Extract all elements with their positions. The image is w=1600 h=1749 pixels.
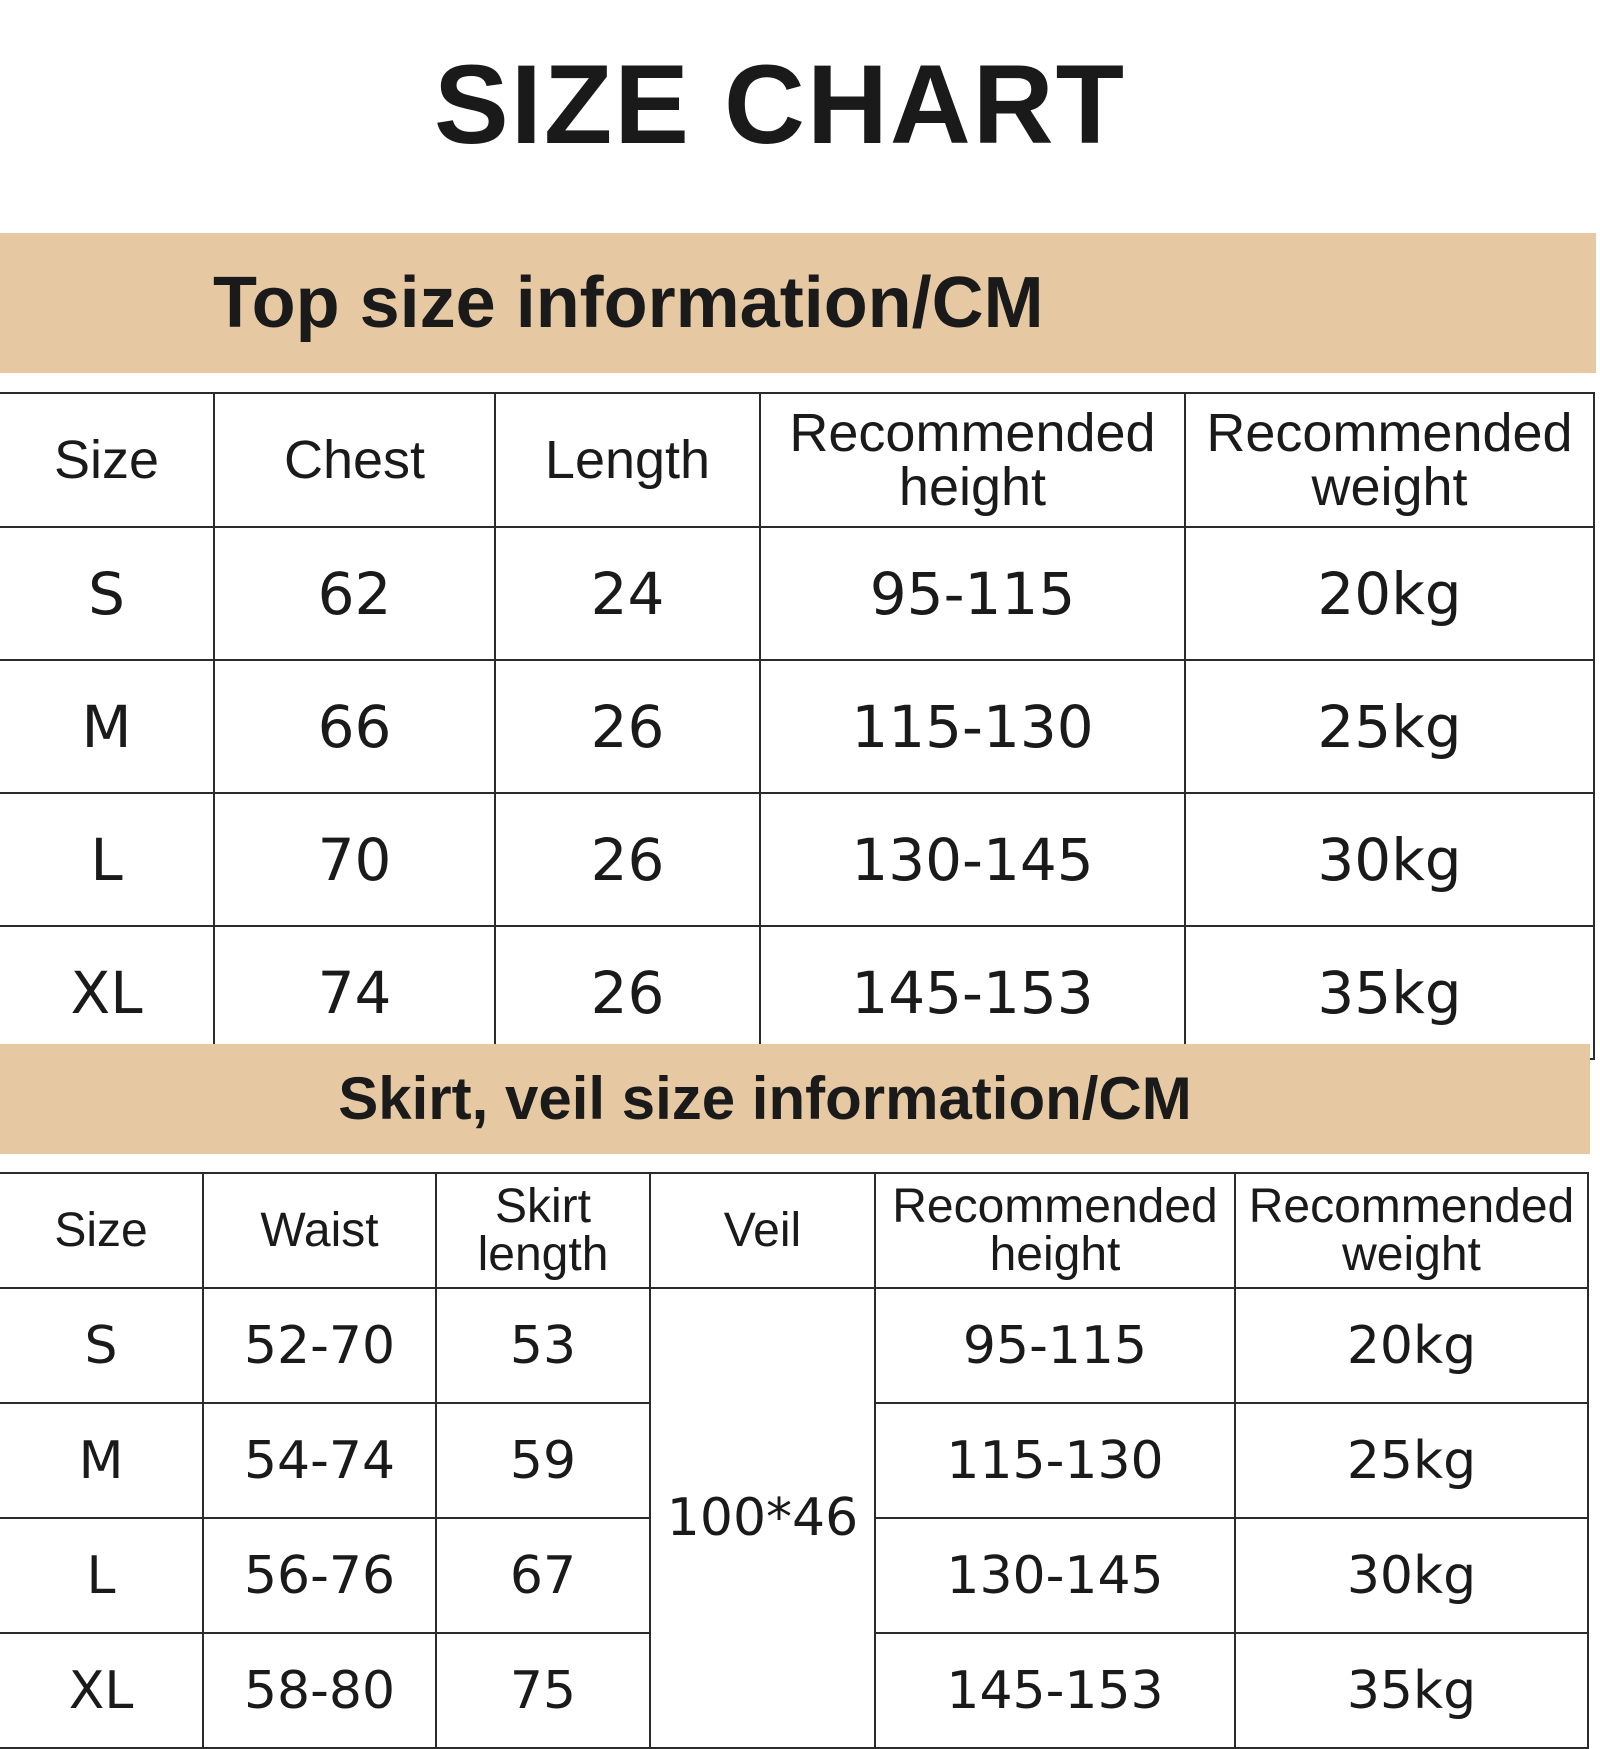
cell-chest: 70: [214, 793, 495, 926]
table-header-row: [0, 1173, 1588, 1288]
cell-size: M: [0, 660, 214, 793]
cell-size: S: [0, 1288, 203, 1403]
cell-weight: 35kg: [1235, 1633, 1588, 1748]
cell-length: 26: [495, 660, 760, 793]
skirt-section-heading: Skirt, veil size information/CM: [0, 1044, 1590, 1154]
table-row: [0, 527, 1594, 660]
cell-size: XL: [0, 1633, 203, 1748]
header-waist: Waist: [203, 1173, 436, 1288]
cell-height: 115-130: [760, 660, 1185, 793]
skirt-size-table: [0, 1172, 1589, 1749]
cell-height: 130-145: [875, 1518, 1235, 1633]
table-row: [0, 926, 1594, 1059]
table-header-row: [0, 393, 1594, 527]
cell-length: 24: [495, 527, 760, 660]
top-section-heading: Top size information/CM: [0, 233, 1596, 373]
cell-height: 130-145: [760, 793, 1185, 926]
cell-waist: 52-70: [203, 1288, 436, 1403]
cell-weight: 20kg: [1185, 527, 1594, 660]
header-chest: Chest: [214, 393, 495, 527]
cell-skirt-length: 75: [436, 1633, 650, 1748]
cell-weight: 25kg: [1235, 1403, 1588, 1518]
cell-weight: 35kg: [1185, 926, 1594, 1059]
cell-length: 26: [495, 793, 760, 926]
cell-height: 95-115: [875, 1288, 1235, 1403]
page-title: SIZE CHART: [434, 42, 1126, 167]
header-recommended-weight: Recommended weight: [1235, 1173, 1588, 1288]
header-recommended-height: Recommended height: [875, 1173, 1235, 1288]
cell-weight: 25kg: [1185, 660, 1594, 793]
header-length: Length: [495, 393, 760, 527]
cell-chest: 62: [214, 527, 495, 660]
cell-height: 145-153: [875, 1633, 1235, 1748]
header-recommended-weight: Recommended weight: [1185, 393, 1594, 527]
cell-height: 115-130: [875, 1403, 1235, 1518]
cell-weight: 30kg: [1235, 1518, 1588, 1633]
cell-height: 145-153: [760, 926, 1185, 1059]
cell-size: L: [0, 793, 214, 926]
header-size: Size: [0, 1173, 203, 1288]
cell-size: L: [0, 1518, 203, 1633]
cell-skirt-length: 59: [436, 1403, 650, 1518]
cell-height: 95-115: [760, 527, 1185, 660]
header-recommended-height: Recommended height: [760, 393, 1185, 527]
cell-skirt-length: 67: [436, 1518, 650, 1633]
cell-size: M: [0, 1403, 203, 1518]
header-veil: Veil: [650, 1173, 875, 1288]
top-size-table: [0, 392, 1595, 1060]
cell-size: XL: [0, 926, 214, 1059]
table-row: [0, 793, 1594, 926]
cell-chest: 66: [214, 660, 495, 793]
header-skirt-length: Skirt length: [436, 1173, 650, 1288]
cell-skirt-length: 53: [436, 1288, 650, 1403]
cell-waist: 56-76: [203, 1518, 436, 1633]
cell-veil: 100*46: [650, 1288, 875, 1748]
table-row: [0, 1288, 1588, 1403]
table-row: [0, 660, 1594, 793]
header-size: Size: [0, 393, 214, 527]
cell-length: 26: [495, 926, 760, 1059]
cell-size: S: [0, 527, 214, 660]
cell-waist: 54-74: [203, 1403, 436, 1518]
cell-waist: 58-80: [203, 1633, 436, 1748]
cell-weight: 30kg: [1185, 793, 1594, 926]
cell-chest: 74: [214, 926, 495, 1059]
cell-weight: 20kg: [1235, 1288, 1588, 1403]
